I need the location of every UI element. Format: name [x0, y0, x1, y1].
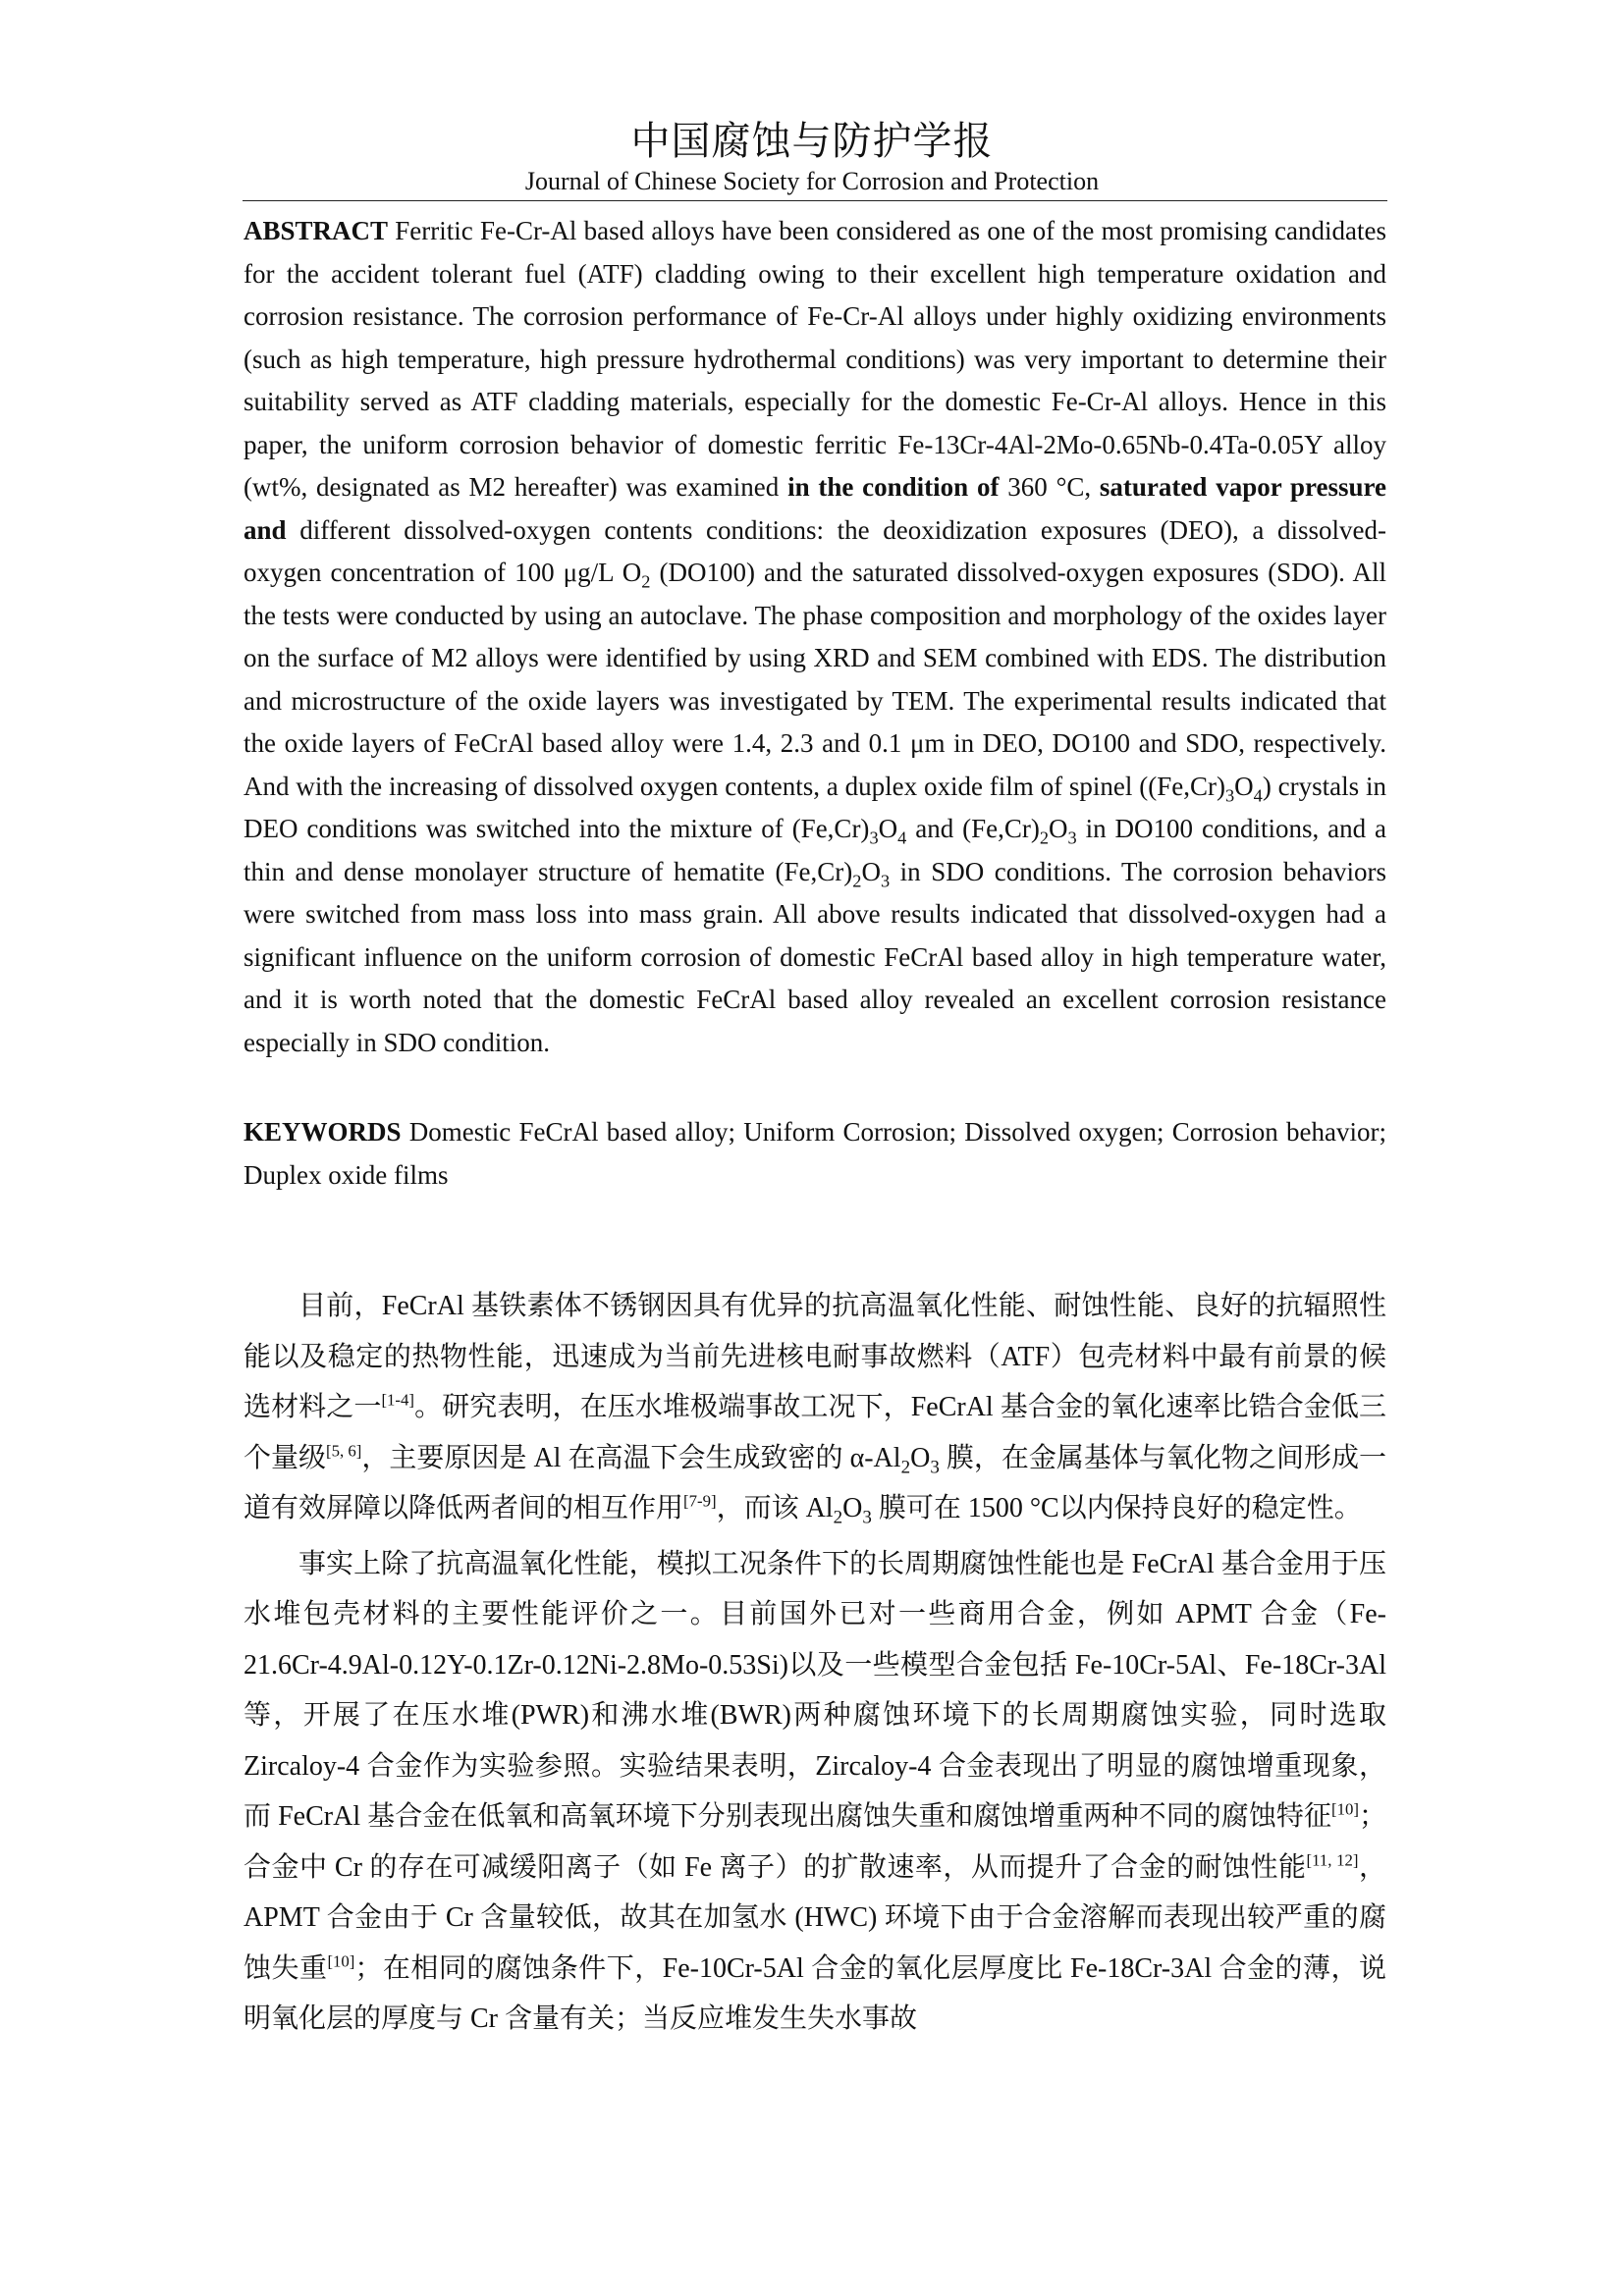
paragraph-text: 目前，FeCrAl 基铁素体不锈钢因具有优异的抗高温氧化性能、耐蚀性能、良好的抗辐照性能以及稳定的热物性能，迅速成为当前先进核电耐事故燃料（ATF）包壳材料中最有前景的候选材料之一: [244, 1291, 1386, 1422]
subscript: 3: [1067, 828, 1077, 848]
subscript: 3: [1224, 784, 1235, 805]
citation-ref: [10]: [1331, 1799, 1359, 1819]
subscript: 2: [641, 571, 651, 592]
keywords-text: Domestic FeCrAl based alloy; Uniform Corrosion; Dissolved oxygen; Corrosion behavior; Duplex oxide films: [244, 1117, 1386, 1190]
paragraph-text: ，主要原因是 Al 在高温下会生成致密的 α-Al: [361, 1442, 901, 1473]
subscript: 2: [852, 870, 862, 890]
abstract-text: O: [878, 814, 898, 843]
subscript: 3: [930, 1457, 940, 1478]
abstract-text: O: [861, 856, 881, 886]
subscript: 4: [897, 828, 907, 848]
keywords-label: KEYWORDS: [244, 1117, 402, 1147]
journal-title-english: Journal of Chinese Society for Corrosion and Protection: [524, 167, 1100, 195]
paragraph-text: O: [910, 1442, 931, 1473]
keywords: [244, 1111, 1386, 1197]
abstract-bold-text: saturated vapor pressure and: [244, 472, 1387, 545]
journal-title-chinese: 中国腐蚀与防护学报: [630, 119, 994, 163]
body-paragraph-2: [244, 1539, 1386, 2045]
subscript: 2: [833, 1507, 843, 1528]
citation-ref: [5, 6]: [326, 1441, 362, 1461]
citation-ref: [11, 12]: [1306, 1850, 1359, 1870]
abstract-text: in DO100 conditions, and a thin and dense monolayer structure of hematite (Fe,Cr): [244, 814, 1386, 886]
abstract-text: Ferritic Fe-Cr-Al based alloys have been considered as one of the most promising candidates for the accident tolerant fuel (ATF) cladding owing to their excellent high temperature oxidation and corrosion resistance. The corrosion performance of Fe-Cr-Al alloys under highly oxidizing environments (such as high temperature, high pressure hydrothermal conditions) was very important to determine their suitability served as ATF cladding materials, especially for the domestic Fe-Cr-Al alloys. Hence in this paper, the uniform corrosion behavior of domestic ferritic Fe-13Cr-4Al-2Mo-0.65Nb-0.4Ta-0.05Y alloy (wt%, designated as M2 hereafter) was examined: [244, 216, 1386, 502]
abstract-text: different dissolved-oxygen contents conditions: the deoxidization exposures (DEO), a dissolved-oxygen concentration of 100 μg/L O: [244, 514, 1386, 587]
abstract-text: in SDO conditions. The corrosion behaviors were switched from mass loss into mass grain. All above results indicated that dissolved-oxygen had a significant influence on the uniform corrosion of domestic FeCrAl based alloy in high temperature water, and it is worth noted that the domestic FeCrAl based alloy revealed an excellent corrosion resistance especially in SDO condition.: [244, 856, 1386, 1057]
citation-ref: [7-9]: [683, 1491, 717, 1511]
paragraph-text: ；在相同的腐蚀条件下，Fe-10Cr-5Al 合金的氧化层厚度比 Fe-18Cr-3Al 合金的薄，说明氧化层的厚度与 Cr 含量有关；当反应堆发生失水事故: [244, 1952, 1386, 2034]
abstract-bold-text: in the condition of: [787, 472, 1000, 502]
citation-ref: [10]: [327, 1951, 355, 1971]
paragraph-text: ；合金中 Cr 的存在可减缓阳离子（如 Fe 离子）的扩散速率，从而提升了合金的耐蚀性能: [244, 1801, 1386, 1883]
abstract-text: (DO100) and the saturated dissolved-oxygen exposures (SDO). All the tests were conducted by using an autoclave. The phase composition and morphology of the oxides layer on the surface of M2 alloys were identified by using XRD and SEM combined with EDS. The distribution and microstructure of the oxide layers was investigated by TEM. The experimental results indicated that the oxide layers of FeCrAl based alloy were 1.4, 2.3 and 0.1 μm in DEO, DO100 and SDO, respectively. And with the increasing of dissolved oxygen contents, a duplex oxide film of spinel ((Fe,Cr): [244, 558, 1387, 801]
abstract-label: ABSTRACT: [244, 216, 389, 245]
body-paragraph-1: [244, 1281, 1386, 1534]
abstract-text: 360 °C,: [999, 472, 1100, 502]
paragraph-text: 。研究表明，在压水堆极端事故工况下，FeCrAl 基合金的氧化速率比锆合金低三个量级: [244, 1392, 1386, 1473]
paragraph-text: O: [842, 1493, 863, 1523]
abstract-text: O: [1234, 771, 1254, 801]
subscript: 2: [1039, 828, 1050, 848]
paragraph-text: ，而该 Al: [716, 1493, 834, 1523]
citation-ref: [1-4]: [381, 1390, 414, 1410]
subscript: 3: [880, 870, 891, 890]
subscript: 3: [862, 1507, 872, 1528]
body-text: [244, 1281, 1386, 2050]
subscript: 4: [1253, 784, 1263, 805]
abstract-text: ) crystals in DEO conditions was switched into the mixture of (Fe,Cr): [244, 771, 1386, 843]
paragraph-text: ，APMT 合金由于 Cr 含量较低，故其在加氢水 (HWC) 环境下由于合金溶解而表现出较严重的腐蚀失重: [244, 1851, 1386, 1984]
header-divider: [243, 200, 1387, 201]
abstract-text: and (Fe,Cr): [906, 814, 1040, 843]
subscript: 2: [900, 1457, 911, 1478]
abstract-text: O: [1049, 814, 1068, 843]
abstract: [244, 210, 1386, 1064]
subscript: 3: [869, 828, 879, 848]
paragraph-text: 事实上除了抗高温氧化性能，模拟工况条件下的长周期腐蚀性能也是 FeCrAl 基合金用于压水堆包壳材料的主要性能评价之一。目前国外已对一些商用合金，例如 APMT 合金（Fe-21.6Cr-4.9Al-0.12Y-0.1Zr-0.12Ni-2.8Mo-0.53Si)以及一些模型合金包括 Fe-10Cr-5Al、Fe-18Cr-3Al 等，开展了在压水堆(PWR)和沸水堆(BWR)两种腐蚀环境下的长周期腐蚀实验，同时选取 Zircaloy-4 合金作为实验参照。实验结果表明，Zircaloy-4 合金表现出了明显的腐蚀增重现象，而 FeCrAl 基合金在低氧和高氧环境下分别表现出腐蚀失重和腐蚀增重两种不同的腐蚀特征: [244, 1548, 1386, 1832]
paragraph-text: 膜，在金属基体与氧化物之间形成一道有效屏障以降低两者间的相互作用: [244, 1442, 1386, 1523]
paragraph-text: 膜可在 1500 °C以内保持良好的稳定性。: [871, 1493, 1362, 1523]
